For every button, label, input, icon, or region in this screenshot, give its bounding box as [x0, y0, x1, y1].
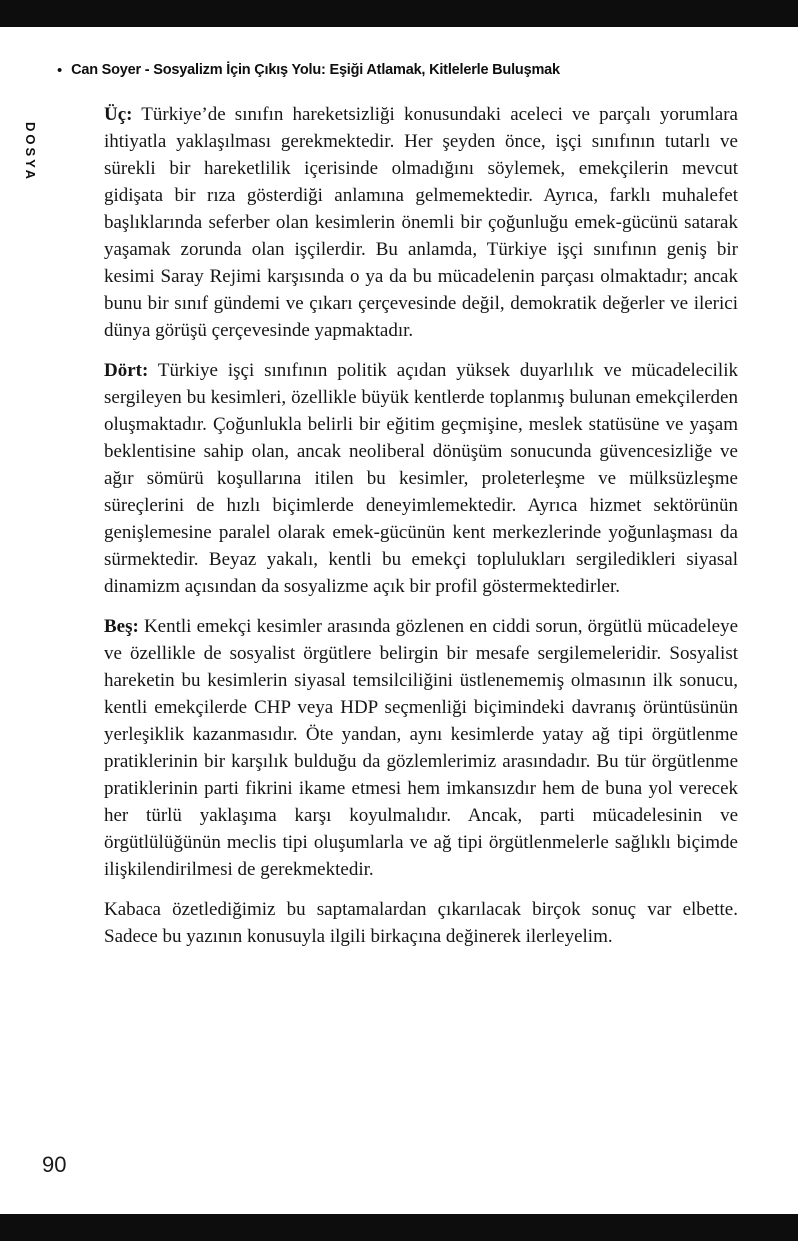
paragraph-closing: [104, 896, 738, 950]
paragraph-uc: [104, 101, 738, 344]
bottom-black-bar: [0, 1214, 798, 1241]
paragraph-text: Türkiye’de sınıfın hareketsizliği konusundaki aceleci ve parçalı yorumlara ihtiyatla yaklaşılması gerekmektedir. Her şeyden önce, işçi sınıfının tutarlı ve sürekli bir hareketlilik içerisinde olmadığını söylemek, emekçilerin mevcut gidişata bir rıza gösterdiği anlamına gelmemektedir. Ayrıca, farklı muhalefet başlıklarında seferber olan kesimlerin önemli bir çoğunluğu emek-gücünü satarak yaşamak zorunda olan işçilerdir. Bu anlamda, Türkiye işçi sınıfının geniş bir kesimi Saray Rejimi karşısında o ya da bu mücadelenin parçası olmaktadır; ancak bunu bir sınıf gündemi ve çıkarı çerçevesinde değil, demokratik değerler ve ilerici dünya görüşü çerçevesinde yapmaktadır.: [104, 104, 738, 341]
top-black-bar: [0, 0, 798, 27]
paragraph-lead: Beş:: [104, 616, 139, 637]
running-header: [57, 62, 747, 79]
paragraph-lead: Dört:: [104, 360, 149, 381]
paragraph-bes: [104, 613, 738, 883]
header-bullet-icon: •: [57, 62, 63, 79]
header-author: Can Soyer -: [71, 62, 150, 78]
article-body: [104, 101, 738, 950]
paragraph-lead: Üç:: [104, 104, 133, 125]
paragraph-text: Kabaca özetlediğimiz bu saptamalardan çıkarılacak birçok sonuç var elbette. Sadece bu yazının konusuyla ilgili birkaçına değinerek ilerleyelim.: [104, 899, 738, 947]
page-number: 90: [42, 1152, 67, 1177]
paragraph-text: Kentli emekçi kesimler arasında gözlenen en ciddi sorun, örgütlü mücadeleye ve özellikle de sosyalist örgütlere belirgin bir mesafe sergilemeleridir. Sosyalist hareketin bu kesimlerin siyasal temsilciliğini üstlenememiş olmasının ilk sonucu, kentli emekçilerde CHP veya HDP seçmenliği biçimindeki davranış örüntüsünün yerleşiklik kazanmasıdır. Öte yandan, aynı kesimlerde yatay ağ tipi örgütlenme pratiklerinin bir karşılık bulduğu da gözlemlerimiz arasındadır. Bu tür örgütlenme pratiklerinin parti fikrini ikame etmesi hem imkansızdır hem de buna yol verecek her türlü yaklaşıma karşı koyulmalıdır. Ancak, parti mücadelesinin ve örgütlülüğünün meclis tipi oluşumlarla ve ağ tipi örgütlenmelerle sağlıklı biçimde ilişkilendirilmesi de gerekmektedir.: [104, 616, 738, 880]
header-book-title: Sosyalizm İçin Çıkış Yolu: Eşiği Atlamak, Kitlelerle Buluşmak: [153, 62, 560, 78]
paragraph-text: Türkiye işçi sınıfının politik açıdan yüksek duyarlılık ve mücadelecilik sergileyen bu kesimleri, özellikle büyük kentlerde toplanmış bulunan emekçilerden oluşmaktadır. Çoğunlukla belirli bir eğitim geçmişine, meslek statüsüne ve yaşam beklentisine sahip olan, ancak neoliberal dönüşüm sonucunda güvencesizliğe ve ağır sömürü koşullarına itilen bu kesimler, proleterleşme ve mülksüzleşme süreçlerini de hızlı biçimlerde deneyimlemektedir. Ayrıca hizmet sektörünün genişlemesine paralel olarak emek-gücünün kent merkezlerinde yoğunlaşması da sürmektedir. Beyaz yakalı, kentli bu emekçi toplulukları sergiledikleri siyasal dinamizm açısından da sosyalizme açık bir profil göstermektedirler.: [104, 360, 738, 597]
paragraph-dort: [104, 357, 738, 600]
